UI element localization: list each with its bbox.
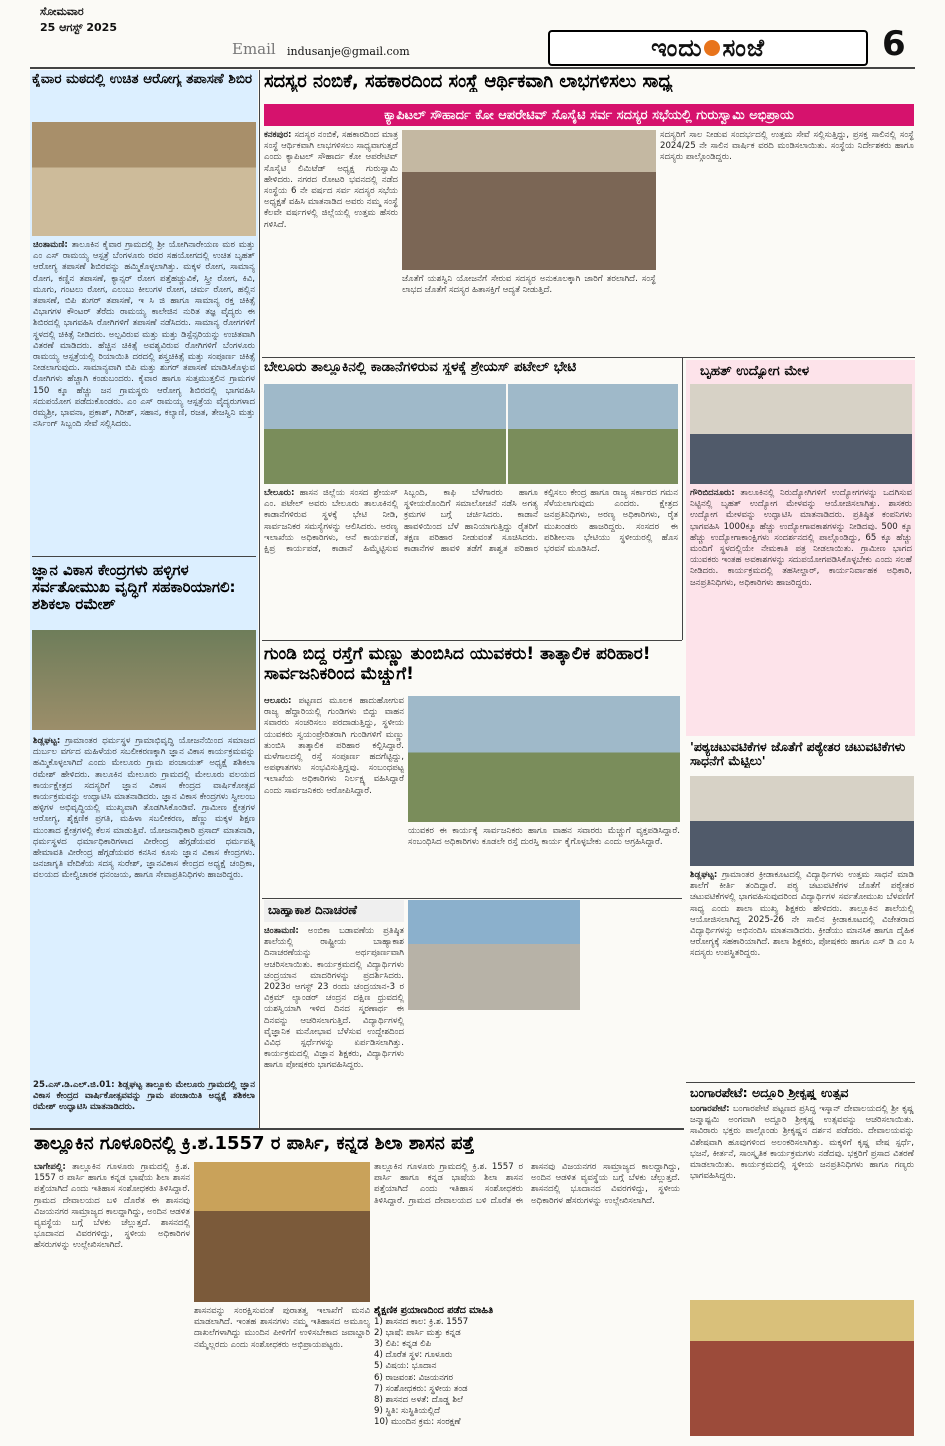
shasana-divider: [30, 1128, 684, 1130]
gnana-text: ಗ್ರಾಮಾಂತರ ಧರ್ಮಸ್ಥಳ ಗ್ರಾಮಾಭಿವೃದ್ಧಿ ಯೋಜನೆಯಿಂದ ಸಮಾಜದ ದುರ್ಬಲ ವರ್ಗದ ಮಹಿಳೆಯರ ಸಬಲೀಕರಣಕ್ಕಾಗಿ ಜ್ಞಾನ ವಿಕಾಸ ಕಾರ್ಯಕ್ರಮವನ್ನು ಹಮ್ಮಿಕೊಳ್ಳಲಾಗಿದೆ ಎಂದು ಮೇಲೂರು ಗ್ರಾಮ ಪಂಚಾಯತ್ ಅಧ್ಯಕ್ಷೆ ಶಶಿಕಲಾ ರಮೇಶ್ ಹೇಳಿದರು. ತಾಲೂಕಿನ ಮೇಲೂರು ಗ್ರಾಮದಲ್ಲಿ ಮೇಲೂರು ವಲಯದ ಕಾರ್ಯಕ್ಷೇತ್ರದ ಸದಸ್ಯರಿಗೆ ಜ್ಞಾನ ವಿಕಾಸ ಕೇಂದ್ರದ ವಾರ್ಷಿಕೋತ್ಸವ ಕಾರ್ಯಕ್ರಮವನ್ನು ಉದ್ಘಾಟಿಸಿ ಮಾತನಾಡಿದರು. ಜ್ಞಾನ ವಿಕಾಸ ಕೇಂದ್ರಗಳು ಸ್ವೀಲಂಬ ಹಳ್ಳಿಗಳ ಅಭಿವೃದ್ಧಿಯಲ್ಲಿ ಮುಖ್ಯವಾಗಿ ತೊಡಗಿಸಿಕೊಂಡಿವೆ. ಗ್ರಾಮೀಣ ಕ್ಷೇತ್ರಗಳ ಆರೋಗ್ಯ, ಶೈಕ್ಷಣಿಕ ಪ್ರಗತಿ, ಮಹಿಳಾ ಸಬಲೀಕರಣ, ಹೆಣ್ಣು ಮಕ್ಕಳ ಶಿಕ್ಷಣ ಮುಂತಾದ ಕ್ಷೇತ್ರಗಳಲ್ಲಿ ಕೆಲಸ ಮಾಡುತ್ತಿವೆ. ಯೋಜನಾಧಿಕಾರಿ ಪ್ರಸಾದ್ ಮಾತನಾಡಿ, ಧರ್ಮಸ್ಥಳದ ಧರ್ಮಾಧಿಕಾರಿಗಳಾದ ವೀರೇಂದ್ರ ಹೆಗ್ಗಡೆಯವರ ಧರ್ಮಪತ್ನಿ ಹೇಮಾವತಿ ವೀರೇಂದ್ರ ಹೆಗ್ಗಡೆಯವರ ಕನಸಿನ ಕೂಸು ಜ್ಞಾನ ವಿಕಾಸ ಕೇಂದ್ರಗಳು. ಜನಜಾಗೃತಿ ವೇದಿಕೆಯ ಸದಸ್ಯ ಸುರೇಶ್, ಜ್ಞಾನವಿಕಾಸ ಕೇಂದ್ರದ ಅಧ್ಯಕ್ಷೆ ಚಂದ್ರಿಕಾ, ವಲಯದ ಮೇಲ್ವಿಚಾರಕ ಧನಂಜಯ, ಹಾಗೂ ಸೇವಾಪ್ರತಿನಿಧಿಗಳು ಹಾಜರಿದ್ದರು.: [33, 736, 255, 881]
gundi-body-2: ಯುವಕರ ಈ ಕಾರ್ಯಕ್ಕೆ ಸಾರ್ವಜನಿಕರು ಹಾಗೂ ವಾಹನ ಸವಾರರು ಮೆಚ್ಚುಗೆ ವ್ಯಕ್ತಪಡಿಸಿದ್ದಾರೆ. ಸಂಬಂಧಿಸಿದ ಅಧಿಕಾರಿಗಳು ಕೂಡಲೇ ರಸ್ತೆ ದುರಸ್ತಿ ಕಾರ್ಯ ಕೈಗೊಳ್ಳಬೇಕು ಎಂದು ಆಗ್ರಹಿಸಿದ್ದಾರೆ.: [408, 826, 680, 848]
list-item: 3) ಲಿಪಿ: ಕನ್ನಡ ಲಿಪಿ: [374, 1339, 432, 1350]
mid-col-rule: [682, 358, 683, 640]
kaivara-headline: ಕೈವಾರ ಮಠದಲ್ಲಿ ಉಚಿತ ಆರೋಗ್ಯ ತಪಾಸಣೆ ಶಿಬಿರ: [32, 72, 253, 87]
list-item: 1) ಶಾಸನದ ಕಾಲ: ಕ್ರಿ.ಶ. 1557: [374, 1316, 469, 1327]
bangarpet-headline: ಬಂಗಾರಪೇಟೆ: ಅದ್ದೂರಿ ಶ್ರೀಕೃಷ್ಣ ಉತ್ಸವ: [690, 1086, 849, 1100]
sahakara-body-1: [264, 130, 398, 354]
sahakara-divider: [262, 357, 915, 358]
pathya-headline: 'ಪಠ್ಯಚಟುವಟಿಕೆಗಳ ಜೊತೆಗೆ ಪಠ್ಯೇತರ ಚಟುವಟಿಕೆಗಳು ಸಾಧನೆಗೆ ಮೆಟ್ಟಿಲು': [690, 740, 906, 768]
list-item: 2) ಭಾಷೆ: ಪಾರ್ಸಿ ಮತ್ತು ಕನ್ನಡ: [374, 1327, 461, 1338]
issue-date-text: 25 ಆಗಸ್ಟ್ 2025: [40, 21, 117, 34]
shasana-list-box: [374, 1306, 680, 1429]
gundi-divider: [262, 640, 682, 641]
space-divider: [262, 898, 682, 899]
shasana-dateline: ಬಾಗೇಪಲ್ಲಿ:: [34, 1162, 66, 1172]
gundi-photo: [408, 696, 680, 822]
shasana-body-2: ಶಾಸನವನ್ನು ಸಂರಕ್ಷಿಸುವಂತೆ ಪುರಾತತ್ವ ಇಲಾಖೆಗೆ ಮನವಿ ಮಾಡಲಾಗಿದೆ. ಇಂತಹ ಶಾಸನಗಳು ನಮ್ಮ ಇತಿಹಾಸದ ಅಮೂಲ್ಯ ದಾಖಲೆಗಳಾಗಿದ್ದು ಮುಂದಿನ ಪೀಳಿಗೆಗೆ ಉಳಿಸಬೇಕಾದ ಜವಾಬ್ದಾರಿ ನಮ್ಮೆಲ್ಲರದು ಎಂದು ಸಂಶೋಧಕರು ಅಭಿಪ್ರಾಯಪಟ್ಟರು.: [194, 1306, 370, 1350]
shasana-list-title: ಶೈಕ್ಷಣಿಕ ಪ್ರಯಾಣದಿಂದ ಪಡೆದ ಮಾಹಿತಿ: [374, 1306, 494, 1316]
kaivara-photo: [32, 122, 256, 236]
shasana-headline: ತಾಲ್ಲೂಕಿನ ಗೂಳೂರಿನಲ್ಲಿ ಕ್ರಿ.ಶ.1557 ರ ಪಾರ್ಸಿ, ಕನ್ನಡ ಶಿಲಾ ಶಾಸನ ಪತ್ತೆ: [34, 1134, 475, 1154]
belur-photo-2: [508, 384, 678, 484]
belur-text: ಹಾಸನ ಜಿಲ್ಲೆಯ ಸಂಸದ ಶ್ರೇಯಸ್ ಎಂ. ಪಟೇಲ್ ಅವರು ಬೇಲೂರು ತಾಲೂಕಿನಲ್ಲಿ ಕಾಡಾನೆಗಳಿರುವ ಸ್ಥಳಕ್ಕೆ ಭೇಟಿ ನೀಡಿ, ಸಾರ್ವಜನಿಕರ ಸಮಸ್ಯೆಗಳನ್ನು ಆಲಿಸಿದರು. ಅರಣ್ಯ ಇಲಾಖೆಯ ಅಧಿಕಾರಿಗಳು, ಆನೆ ಕಾರ್ಯಪಡೆ, ಕ್ಷಿಪ್ರ ಕಾರ್ಯಪಡೆ, ಕಾಡಾನೆ ಹಿಮ್ಮೆಟ್ಟಿಸುವ ಸಿಬ್ಬಂದಿ, ಕಾಫಿ ಬೆಳೆಗಾರರು ಹಾಗೂ ಸ್ಥಳೀಯರೊಂದಿಗೆ ಸಮಾಲೋಚನೆ ನಡೆಸಿ ಅಗತ್ಯ ಕ್ರಮಗಳ ಬಗ್ಗೆ ಚರ್ಚಿಸಿದರು. ಕಾಡಾನೆ ಹಾವಳಿಯಿಂದ ಬೆಳೆ ಹಾನಿಯಾಗುತ್ತಿದ್ದು ರೈತರಿಗೆ ತಕ್ಷಣ ಪರಿಹಾರ ನೀಡುವಂತೆ ಸೂಚಿಸಿದರು. ಕಾಡಾನೆಗಳ ಹಾವಳಿ ತಡೆಗೆ ಶಾಶ್ವತ ಪರಿಹಾರ ಕಲ್ಪಿಸಲು ಕೇಂದ್ರ ಹಾಗೂ ರಾಜ್ಯ ಸರ್ಕಾರದ ಗಮನ ಸೆಳೆಯಲಾಗುವುದು ಎಂದರು. ಕ್ಷೇತ್ರದ ಜನಪ್ರತಿನಿಧಿಗಳು, ಅರಣ್ಯ ಅಧಿಕಾರಿಗಳು, ರೈತ ಮುಖಂಡರು ಹಾಜರಿದ್ದರು. ಸಂಸದರ ಈ ಪರಿಶೀಲನಾ ಭೇಟಿಯು ಸ್ಥಳೀಯರಲ್ಲಿ ಹೊಸ ಭರವಸೆ ಮೂಡಿಸಿದೆ.: [264, 488, 678, 555]
space-body: [264, 926, 404, 1124]
belur-body: [264, 488, 678, 638]
sahakara-subhead: ಕ್ಯಾಪಿಟಲ್ ಸೌಹಾರ್ದ ಕೋ ಆಪರೇಟಿವ್ ಸೊಸೈಟಿ ಸರ್ವ ಸದಸ್ಯರ ಸಭೆಯಲ್ಲಿ ಗುರುಸ್ವಾಮಿ ಅಭಿಪ್ರಾಯ: [264, 104, 914, 126]
belur-dateline: ಬೇಲೂರು:: [264, 488, 295, 498]
space-text: ಅಂಬಿಕಾ ಬಡಾವಣೆಯ ಪ್ರತಿಷ್ಠಿತ ಶಾಲೆಯಲ್ಲಿ ರಾಷ್ಟ್ರೀಯ ಬಾಹ್ಯಾಕಾಶ ದಿನಾಚರಣೆಯನ್ನು ಅರ್ಥಪೂರ್ಣವಾಗಿ ಆಚರಿಸಲಾಯಿತು. ಕಾರ್ಯಕ್ರಮದಲ್ಲಿ ವಿದ್ಯಾರ್ಥಿಗಳು ಚಂದ್ರಯಾನ ಮಾದರಿಗಳನ್ನು ಪ್ರದರ್ಶಿಸಿದರು. 2023ರ ಆಗಸ್ಟ್ 23 ರಂದು ಚಂದ್ರಯಾನ-3 ರ ವಿಕ್ರಮ್ ಲ್ಯಾಂಡರ್ ಚಂದ್ರನ ದಕ್ಷಿಣ ಧ್ರುವದಲ್ಲಿ ಯಶಸ್ವಿಯಾಗಿ ಇಳಿದ ದಿನದ ಸ್ಮರಣಾರ್ಥ ಈ ದಿನವನ್ನು ಆಚರಿಸಲಾಗುತ್ತಿದೆ. ವಿದ್ಯಾರ್ಥಿಗಳಲ್ಲಿ ವೈಜ್ಞಾನಿಕ ಮನೋಭಾವ ಬೆಳೆಸುವ ಉದ್ದೇಶದಿಂದ ವಿವಿಧ ಸ್ಪರ್ಧೆಗಳನ್ನು ಏರ್ಪಡಿಸಲಾಗಿತ್ತು. ಕಾರ್ಯಕ್ರಮದಲ್ಲಿ ವಿಜ್ಞಾನ ಶಿಕ್ಷಕರು, ವಿದ್ಯಾರ್ಥಿಗಳು ಹಾಗೂ ಪೋಷಕರು ಭಾಗವಹಿಸಿದ್ದರು.: [264, 926, 404, 1071]
gundi-headline: ಗುಂಡಿ ಬಿದ್ದ ರಸ್ತೆಗೆ ಮಣ್ಣು ತುಂಬಿಸಿದ ಯುವಕರು! ತಾತ್ಕಾಲಿಕ ಪರಿಹಾರ! ಸಾರ್ವಜನಿಕರಿಂದ ಮೆಚ್ಚುಗೆ!: [264, 644, 651, 685]
bangarpet-photo: [690, 1300, 914, 1436]
udyoga-photo: [690, 384, 912, 484]
bangarpet-text: ಬಂಗಾರಪೇಟೆ ಪಟ್ಟಣದ ಪ್ರಸಿದ್ಧ ಇಸ್ಕಾನ್ ದೇವಾಲಯದಲ್ಲಿ ಶ್ರೀ ಕೃಷ್ಣ ಜನ್ಮಾಷ್ಟಮಿ ಅಂಗವಾಗಿ ಅದ್ದೂರಿ ಶ್ರೀಕೃಷ್ಣ ಉತ್ಸವವನ್ನು ಆಚರಿಸಲಾಯಿತು. ಸಾವಿರಾರು ಭಕ್ತರು ಪಾಲ್ಗೊಂಡು ಶ್ರೀಕೃಷ್ಣನ ದರ್ಶನ ಪಡೆದರು. ದೇವಾಲಯವನ್ನು ವಿಶೇಷವಾಗಿ ಹೂವುಗಳಿಂದ ಅಲಂಕರಿಸಲಾಗಿತ್ತು. ಮಕ್ಕಳಿಗೆ ಕೃಷ್ಣ ವೇಷ ಸ್ಪರ್ಧೆ, ಭಜನೆ, ಕೀರ್ತನೆ, ಸಾಂಸ್ಕೃತಿಕ ಕಾರ್ಯಕ್ರಮಗಳು ನಡೆದವು. ಭಕ್ತರಿಗೆ ಪ್ರಸಾದ ವಿತರಣೆ ಮಾಡಲಾಯಿತು. ಕಾರ್ಯಕ್ರಮದಲ್ಲಿ ಸ್ಥಳೀಯ ಜನಪ್ರತಿನಿಧಿಗಳು ಹಾಗೂ ಗಣ್ಯರು ಭಾಗವಹಿಸಿದ್ದರು.: [690, 1104, 914, 1182]
pathya-photo: [690, 776, 914, 866]
page-number: 6: [882, 24, 906, 64]
sahakara-body-3: ಸದಸ್ಯರಿಗೆ ಸಾಲ ನೀಡುವ ಸಂದರ್ಭದಲ್ಲಿ ಉತ್ತಮ ಸೇವೆ ಸಲ್ಲಿಸುತ್ತಿದ್ದು, ಪ್ರಸಕ್ತ ಸಾಲಿನಲ್ಲಿ ಸಂಸ್ಥೆ 2024/25 ನೇ ಸಾಲಿನ ವಾರ್ಷಿಕ ವರದಿ ಮಂಡಿಸಲಾಯಿತು. ಸಂಸ್ಥೆಯ ನಿರ್ದೇಶಕರು ಹಾಗೂ ಸದಸ್ಯರು ಪಾಲ್ಗೊಂಡಿದ್ದರು.: [660, 130, 914, 163]
kaivara-dateline: ಚಿಂತಾಮಣಿ:: [33, 240, 68, 250]
list-item: 5) ವಿಷಯ: ಭೂದಾನ: [374, 1361, 437, 1372]
shasana-photo: [194, 1162, 370, 1302]
masthead-divider: [30, 67, 915, 69]
logo-word-right: ಸಂಜೆ: [722, 34, 765, 62]
belur-photo-1: [264, 384, 506, 484]
list-item: 10) ಮುಂದಿನ ಕ್ರಮ: ಸಂರಕ್ಷಣೆ: [374, 1417, 461, 1428]
list-item: 9) ಸ್ಥಿತಿ: ಸುಸ್ಥಿತಿಯಲ್ಲಿದೆ: [374, 1406, 441, 1417]
masthead: [0, 0, 945, 68]
udyoga-dateline: ಗೌರಿಬಿದನೂರು:: [690, 488, 735, 498]
sahakara-dateline: ಕನಕಪುರ:: [264, 130, 292, 140]
gnana-body: [33, 736, 255, 1076]
issue-day: ಸೋಮವಾರ: [40, 5, 84, 18]
sahakara-headline: ಸದಸ್ಯರ ನಂಬಿಕೆ, ಸಹಕಾರದಿಂದ ಸಂಸ್ಥೆ ಆರ್ಥಿಕವಾಗಿ ಲಾಭಗಳಿಸಲು ಸಾಧ್ಯ: [264, 72, 673, 92]
pathya-body: [690, 870, 914, 1080]
email-address[interactable]: indusanje@gmail.com: [287, 45, 410, 58]
sahakara-text-1: ಸದಸ್ಯರ ನಂಬಿಕೆ, ಸಹಕಾರದಿಂದ ಮಾತ್ರ ಸಂಸ್ಥೆ ಆರ್ಥಿಕವಾಗಿ ಲಾಭಗಳಿಸಲು ಸಾಧ್ಯವಾಗುತ್ತದೆ ಎಂದು ಕ್ಯಾಪಿಟಲ್ ಸೌಹಾರ್ದ ಕೋ ಆಪರೇಟಿವ್ ಸೊಸೈಟಿ ಲಿಮಿಟೆಡ್ ಅಧ್ಯಕ್ಷ ಗುರುಸ್ವಾಮಿ ಹೇಳಿದರು. ನಗರದ ರೋಟರಿ ಭವನದಲ್ಲಿ ನಡೆದ ಸಂಸ್ಥೆಯ 6 ನೇ ವರ್ಷದ ಸರ್ವ ಸದಸ್ಯರ ಸಭೆಯ ಅಧ್ಯಕ್ಷತೆ ವಹಿಸಿ ಮಾತನಾಡಿದ ಅವರು ನಮ್ಮ ಸಂಸ್ಥೆ ಕೆಲವೇ ವರ್ಷಗಳಲ್ಲಿ ಜಿಲ್ಲೆಯಲ್ಲಿ ಉತ್ತಮ ಹೆಸರು ಗಳಿಸಿದೆ.: [264, 130, 398, 230]
issue-date: [40, 4, 140, 36]
list-item: 7) ಸಂಶೋಧಕರು: ಸ್ಥಳೀಯ ತಂಡ: [374, 1383, 468, 1394]
gnana-photo: [32, 630, 256, 730]
list-item: 8) ಶಾಸನದ ಅಳತೆ: ದೊಡ್ಡ ಶಿಲೆ: [374, 1395, 463, 1406]
belur-headline: ಬೇಲೂರು ತಾಲ್ಲೂಕಿನಲ್ಲಿ ಕಾಡಾನೆಗಳಿರುವ ಸ್ಥಳಕ್ಕೆ ಶ್ರೇಯಸ್ ಪಟೇಲ್ ಭೇಟಿ: [264, 360, 577, 375]
sahakara-body-2: ಜೊತೆಗೆ ಯಶಸ್ವಿನಿ ಯೋಜನೆಗೆ ಸೇರುವ ಸದಸ್ಯರ ಅನುಕೂಲಕ್ಕಾಗಿ ಜಾರಿಗೆ ತರಲಾಗಿದೆ. ಸಂಸ್ಥೆ ಲಾಭದ ಜೊತೆಗೆ ಸದಸ್ಯರ ಹಿತಾಸಕ್ತಿಗೆ ಆದ್ಯತೆ ನೀಡುತ್ತಿದೆ.: [402, 274, 656, 296]
email-label: Email: [232, 40, 276, 58]
left-divider-1: [32, 556, 256, 557]
sahakara-photo: [402, 130, 656, 270]
udyoga-body: [690, 488, 912, 732]
gnana-caption: 25.ಎಸ್.ಡಿ.ಎಲ್.ಜಿ.01: ಶಿಡ್ಲಘಟ್ಟ ತಾಲ್ಲೂಕು ಮೇಲೂರು ಗ್ರಾಮದಲ್ಲಿ ಜ್ಞಾನ ವಿಕಾಸ ಕೇಂದ್ರದ ವಾರ್ಷಿಕೋತ್ಸವವನ್ನು ಗ್ರಾಮ ಪಂಚಾಯಿತಿ ಅಧ್ಯಕ್ಷೆ ಶಶಿಕಲಾ ರಮೇಶ್ ಉದ್ಘಾಟಿಸಿ ಮಾತನಾಡಿದರು.: [33, 1080, 255, 1113]
newspaper-logo: [548, 30, 868, 66]
shasana-body-3: ತಾಲ್ಲೂಕಿನ ಗೂಳೂರು ಗ್ರಾಮದಲ್ಲಿ ಕ್ರಿ.ಶ. 1557 ರ ಪಾರ್ಸಿ ಹಾಗೂ ಕನ್ನಡ ಭಾಷೆಯ ಶಿಲಾ ಶಾಸನ ಪತ್ತೆಯಾಗಿದೆ ಎಂದು ಇತಿಹಾಸ ಸಂಶೋಧಕರು ತಿಳಿಸಿದ್ದಾರೆ. ಗ್ರಾಮದ ದೇವಾಲಯದ ಬಳಿ ದೊರೆತ ಈ ಶಾಸನವು ವಿಜಯನಗರ ಸಾಮ್ರಾಜ್ಯದ ಕಾಲದ್ದಾಗಿದ್ದು, ಅಂದಿನ ಆಡಳಿತ ವ್ಯವಸ್ಥೆಯ ಬಗ್ಗೆ ಬೆಳಕು ಚೆಲ್ಲುತ್ತದೆ. ಶಾಸನದಲ್ಲಿ ಭೂದಾನದ ವಿವರಗಳಿದ್ದು, ಸ್ಥಳೀಯ ಅಧಿಕಾರಿಗಳ ಹೆಸರುಗಳನ್ನು ಉಲ್ಲೇಖಿಸಲಾಗಿದೆ.: [374, 1162, 680, 1206]
bangarpet-divider: [686, 1082, 915, 1083]
udyoga-headline: ಬೃಹತ್ ಉದ್ಯೋಗ ಮೇಳ: [700, 364, 810, 379]
logo-word-left: ಇಂದು: [651, 34, 703, 62]
space-headline: ಬಾಹ್ಯಾಕಾಶ ದಿನಾಚರಣೆ: [268, 904, 357, 917]
shasana-text-1: ತಾಲ್ಲೂಕಿನ ಗೂಳೂರು ಗ್ರಾಮದಲ್ಲಿ ಕ್ರಿ.ಶ. 1557 ರ ಪಾರ್ಸಿ ಹಾಗೂ ಕನ್ನಡ ಭಾಷೆಯ ಶಿಲಾ ಶಾಸನ ಪತ್ತೆಯಾಗಿದೆ ಎಂದು ಇತಿಹಾಸ ಸಂಶೋಧಕರು ತಿಳಿಸಿದ್ದಾರೆ. ಗ್ರಾಮದ ದೇವಾಲಯದ ಬಳಿ ದೊರೆತ ಈ ಶಾಸನವು ವಿಜಯನಗರ ಸಾಮ್ರಾಜ್ಯದ ಕಾಲದ್ದಾಗಿದ್ದು, ಅಂದಿನ ಆಡಳಿತ ವ್ಯವಸ್ಥೆಯ ಬಗ್ಗೆ ಬೆಳಕು ಚೆಲ್ಲುತ್ತದೆ. ಶಾಸನದಲ್ಲಿ ಭೂದಾನದ ವಿವರಗಳಿದ್ದು, ಸ್ಥಳೀಯ ಅಧಿಕಾರಿಗಳ ಹೆಸರುಗಳನ್ನು ಉಲ್ಲೇಖಿಸಲಾಗಿದೆ.: [34, 1162, 190, 1251]
shasana-list: [374, 1317, 680, 1429]
sun-logo-icon: [704, 40, 720, 56]
gnana-dateline: ಶಿಡ್ಲಘಟ್ಟ:: [33, 736, 61, 746]
bangarpet-body: [690, 1104, 914, 1296]
gundi-dateline: ಆಲೂರು:: [264, 696, 292, 706]
bangarpet-dateline: ಬಂಗಾರಪೇಟೆ:: [690, 1104, 730, 1114]
space-dateline: ಚಿಂತಾಮಣಿ:: [264, 926, 299, 936]
space-photo: [408, 900, 580, 1010]
kaivara-body: [33, 240, 255, 550]
kaivara-text: ತಾಲೂಕಿನ ಕೈವಾರ ಗ್ರಾಮದಲ್ಲಿ ಶ್ರೀ ಯೋಗಿನಾರೇಯಣ ಮಠ ಮತ್ತು ಎಂ ಎಸ್ ರಾಮಯ್ಯ ಆಸ್ಪತ್ರೆ ಬೆಂಗಳೂರು ರವರ ಸಹಯೋಗದಲ್ಲಿ ಉಚಿತ ಬೃಹತ್ ಆರೋಗ್ಯ ತಪಾಸಣೆ ಶಿಬಿರವನ್ನು ಹಮ್ಮಿಕೊಳ್ಳಲಾಗಿತ್ತು. ಮಕ್ಕಳ ರೋಗ, ಸಾಮಾನ್ಯ ರೋಗ, ಕಣ್ಣಿನ ತಪಾಸಣೆ, ಕ್ಯಾನ್ಸರ್ ರೋಗ ಪತ್ತೆಹಚ್ಚುವಿಕೆ, ಸ್ತ್ರೀ ರೋಗ, ಕಿವಿ, ಮೂಗು, ಗಂಟಲು ರೋಗ, ಎಲುಬು ಕೀಲುಗಳ ರೋಗ, ಚರ್ಮ ರೋಗ, ಹಲ್ಲಿನ ತಪಾಸಣೆ, ಬಿಪಿ ಶುಗರ್ ತಪಾಸಣೆ, ಇ ಸಿ ಜಿ ಹಾಗೂ ಸಾಮಾನ್ಯ ರಕ್ತ ಚಿಕಿತ್ಸೆ ವಿಭಾಗಗಳ ಕೌಂಟರ್ ತೆರೆದು ರಾಮಯ್ಯ ಕಾಲೇಜಿನ ನುರಿತ ತಜ್ಞ ವೈದ್ಯರು ಈ ಶಿಬಿರದಲ್ಲಿ ಭಾಗವಹಿಸಿ ರೋಗಿಗಳಿಗೆ ತಪಾಸಣೆ ನಡೆಸಿದರು. ಸಾಮಾನ್ಯ ರೋಗಗಳಿಗೆ ಸ್ಥಳದಲ್ಲಿ ಚಿಕಿತ್ಸೆ ನೀಡಿದರು. ಅಲ್ಪವಿರುವ ಮತ್ತು ಮತ್ತು ಡಿಸ್ಪೆನ್ಸರಿಯನ್ನು ಉಚಿತವಾಗಿ ವಿತರಣೆ ಮಾಡಿದರು. ಹೆಚ್ಚಿನ ಚಿಕಿತ್ಸೆ ಅವಶ್ಯವಿರುವ ರೋಗಿಗಳಿಗೆ ಬೆಂಗಳೂರು ರಾಮಯ್ಯ ಆಸ್ಪತ್ರೆಯಲ್ಲಿ ರಿಯಾಯಿತಿ ದರದಲ್ಲಿ ಶಸ್ತ್ರಚಿಕಿತ್ಸೆ ಮತ್ತು ಸಂಪೂರ್ಣ ಚಿಕಿತ್ಸೆ ನೀಡಲಾಗುವುದು. ಸಾಮಾನ್ಯವಾಗಿ ಬಿಪಿ ಮತ್ತು ಶುಗರ್ ತಪಾಸಣೆ ಮಾಡಿಸಿಕೊಳ್ಳುವ ರೋಗಿಗಳು ಹೆಚ್ಚಾಗಿ ಕಂಡುಬಂದರು. ಕೈವಾರ ಹಾಗೂ ಸುತ್ತಮುತ್ತಲಿನ ಗ್ರಾಮಗಳ 150 ಕ್ಕೂ ಹೆಚ್ಚು ಜನ ಗ್ರಾಮಸ್ಥರು ಆರೋಗ್ಯ ಶಿಬಿರದಲ್ಲಿ ಭಾಗವಹಿಸಿ ಸದುಪಯೋಗ ಪಡೆದುಕೊಂಡರು. ಎಂ ಎಸ್ ರಾಮಯ್ಯ ಆಸ್ಪತ್ರೆಯ ವೈದ್ಯರುಗಳಾದ ರಮ್ಯಶ್ರೀ, ಭಾವನಾ, ಪ್ರಕಾಶ್, ಗಿರೀಶ್, ಸಹಾನ, ಕಲ್ಯಾಣಿ, ರಜತ, ತೇಜಸ್ವಿನಿ ಮತ್ತು ನರ್ಸಿಂಗ್ ಸಿಬ್ಬಂದಿ ಸೇವೆ ಸಲ್ಲಿಸಿದರು.: [33, 240, 255, 430]
udyoga-text: ತಾಲೂಕಿನಲ್ಲಿ ನಿರುದ್ಯೋಗಿಗಳಿಗೆ ಉದ್ಯೋಗಗಳನ್ನು ಒದಗಿಸುವ ನಿಟ್ಟಿನಲ್ಲಿ ಬೃಹತ್ ಉದ್ಯೋಗ ಮೇಳವನ್ನು ಆಯೋಜಿಸಲಾಗಿತ್ತು. ಶಾಸಕರು ಉದ್ಯೋಗ ಮೇಳವನ್ನು ಉದ್ಘಾಟಿಸಿ ಮಾತನಾಡಿದರು. ಪ್ರತಿಷ್ಠಿತ ಕಂಪನಿಗಳು ಭಾಗವಹಿಸಿ 1000ಕ್ಕೂ ಹೆಚ್ಚು ಉದ್ಯೋಗಾವಕಾಶಗಳನ್ನು ನೀಡಿದವು. 500 ಕ್ಕೂ ಹೆಚ್ಚು ಉದ್ಯೋಗಾಕಾಂಕ್ಷಿಗಳು ಸಂದರ್ಶನದಲ್ಲಿ ಪಾಲ್ಗೊಂಡಿದ್ದು, 65 ಕ್ಕೂ ಹೆಚ್ಚು ಮಂದಿಗೆ ಸ್ಥಳದಲ್ಲಿಯೇ ನೇಮಕಾತಿ ಪತ್ರ ನೀಡಲಾಯಿತು. ಗ್ರಾಮೀಣ ಭಾಗದ ಯುವಕರು ಇಂತಹ ಅವಕಾಶಗಳನ್ನು ಸದುಪಯೋಗಪಡಿಸಿಕೊಳ್ಳಬೇಕು ಎಂದು ಸಲಹೆ ನೀಡಿದರು. ಕಾರ್ಯಕ್ರಮದಲ್ಲಿ ತಹಸೀಲ್ದಾರ್, ಕಾರ್ಯನಿರ್ವಾಹಕ ಅಧಿಕಾರಿ, ಜನಪ್ರತಿನಿಧಿಗಳು, ಅಧಿಕಾರಿಗಳು ಹಾಜರಿದ್ದರು.: [690, 488, 912, 588]
gundi-text-1: ಪಟ್ಟಣದ ಮೂಲಕ ಹಾದುಹೋಗುವ ರಾಜ್ಯ ಹೆದ್ದಾರಿಯಲ್ಲಿ ಗುಂಡಿಗಳು ಬಿದ್ದು ವಾಹನ ಸವಾರರು ಸಂಚರಿಸಲು ಪರದಾಡುತ್ತಿದ್ದು, ಸ್ಥಳೀಯ ಯುವಕರು ಸ್ವಯಂಪ್ರೇರಿತರಾಗಿ ಗುಂಡಿಗಳಿಗೆ ಮಣ್ಣು ತುಂಬಿಸಿ ತಾತ್ಕಾಲಿಕ ಪರಿಹಾರ ಕಲ್ಪಿಸಿದ್ದಾರೆ. ಮಳೆಗಾಲದಲ್ಲಿ ರಸ್ತೆ ಸಂಪೂರ್ಣ ಹದಗೆಟ್ಟಿದ್ದು, ಅಪಘಾತಗಳು ಸಂಭವಿಸುತ್ತಿದ್ದವು. ಸಂಬಂಧಪಟ್ಟ ಇಲಾಖೆಯ ಅಧಿಕಾರಿಗಳು ನಿರ್ಲಕ್ಷ್ಯ ವಹಿಸಿದ್ದಾರೆ ಎಂದು ಸಾರ್ವಜನಿಕರು ಆರೋಪಿಸಿದ್ದಾರೆ.: [264, 696, 404, 796]
list-item: 6) ರಾಜವಂಶ: ವಿಜಯನಗರ: [374, 1372, 454, 1383]
left-col-rule: [259, 70, 260, 1128]
pathya-text: ಗ್ರಾಮಾಂತರ ಕ್ರೀಡಾಕೂಟದಲ್ಲಿ ವಿದ್ಯಾರ್ಥಿಗಳು ಉತ್ತಮ ಸಾಧನೆ ಮಾಡಿ ಶಾಲೆಗೆ ಕೀರ್ತಿ ತಂದಿದ್ದಾರೆ. ಪಠ್ಯ ಚಟುವಟಿಕೆಗಳ ಜೊತೆಗೆ ಪಠ್ಯೇತರ ಚಟುವಟಿಕೆಗಳಲ್ಲಿ ಭಾಗವಹಿಸುವುದರಿಂದ ವಿದ್ಯಾರ್ಥಿಗಳ ಸರ್ವತೋಮುಖ ಬೆಳವಣಿಗೆ ಸಾಧ್ಯ ಎಂದು ಶಾಲಾ ಮುಖ್ಯ ಶಿಕ್ಷಕರು ಹೇಳಿದರು. ತಾಲ್ಲೂಕಿನ ಶಾಲೆಯಲ್ಲಿ ಆಯೋಜಿಸಲಾಗಿದ್ದ 2025-26 ನೇ ಸಾಲಿನ ಕ್ರೀಡಾಕೂಟದಲ್ಲಿ ವಿಜೇತರಾದ ವಿದ್ಯಾರ್ಥಿಗಳನ್ನು ಅಭಿನಂದಿಸಿ ಮಾತನಾಡಿದರು. ಕ್ರೀಡೆಯು ಮಾನಸಿಕ ಹಾಗೂ ದೈಹಿಕ ಆರೋಗ್ಯಕ್ಕೆ ಸಹಕಾರಿಯಾಗಿದೆ. ಶಾಲಾ ಶಿಕ್ಷಕರು, ಪೋಷಕರು ಹಾಗೂ ಎಸ್ ಡಿ ಎಂ ಸಿ ಸದಸ್ಯರು ಉಪಸ್ಥಿತರಿದ್ದರು.: [690, 870, 914, 959]
pathya-dateline: ಶಿಡ್ಲಘಟ್ಟ:: [690, 870, 718, 880]
shasana-body-1: [34, 1162, 190, 1434]
gnana-headline: ಜ್ಞಾನ ವಿಕಾಸ ಕೇಂದ್ರಗಳು ಹಳ್ಳಿಗಳ ಸರ್ವತೋಮುಖ ವೃದ್ಧಿಗೆ ಸಹಕಾರಿಯಾಗಲಿ: ಶಶಿಕಲಾ ರಮೇಶ್: [32, 562, 236, 613]
gundi-body-1: [264, 696, 404, 896]
list-item: 4) ದೊರೆತ ಸ್ಥಳ: ಗೂಳೂರು: [374, 1350, 453, 1361]
